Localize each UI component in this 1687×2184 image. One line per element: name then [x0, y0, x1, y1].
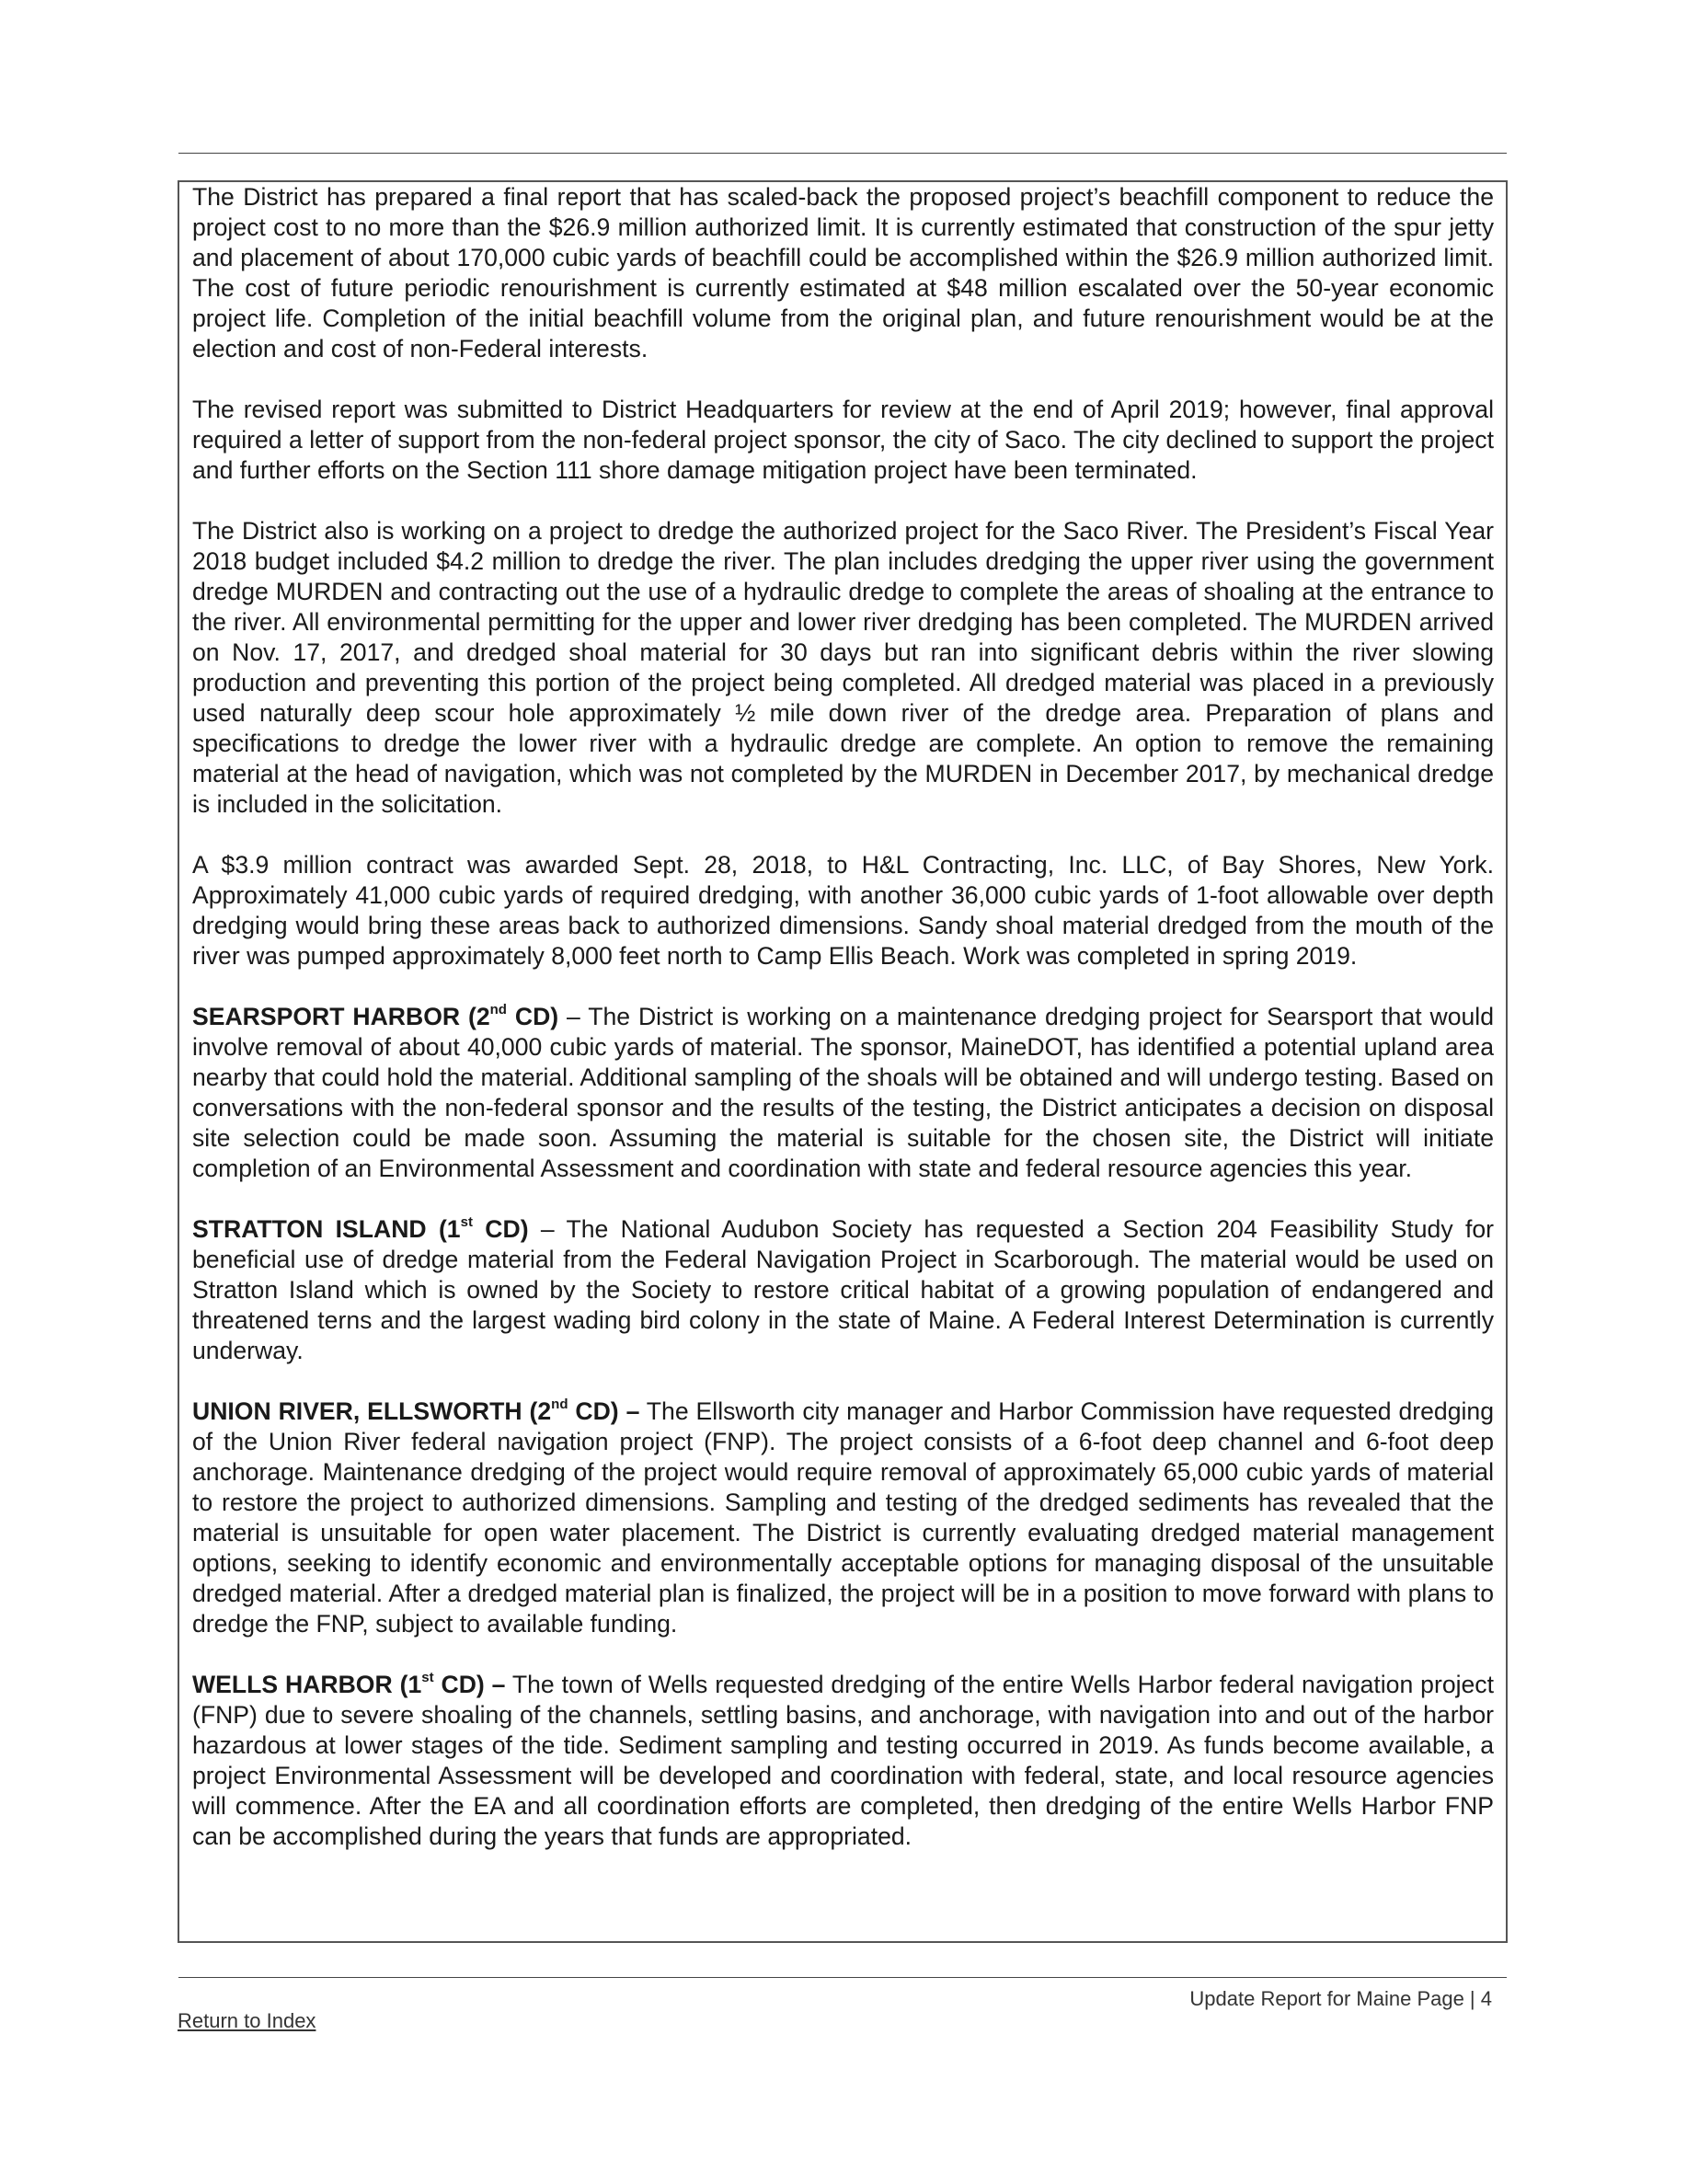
footer-divider — [178, 1977, 1507, 1978]
header-divider — [178, 153, 1507, 154]
section-heading: UNION RIVER, ELLSWORTH (2nd CD) – — [192, 1397, 640, 1425]
page-number-label: Update Report for Maine Page | 4 — [1189, 1987, 1492, 2010]
return-to-index-link[interactable]: Return to Index — [178, 2009, 316, 2032]
section-body: The Ellsworth city manager and Harbor Commission have requested dredging of the Union River federal navigation project (FNP). The project consists of a 6-foot deep channel and 6-foot deep anchorage. Maintenance dredging of the project would require removal of approximately 65,000 cubic yards of material to restore the project to authorized dimensions. Sampling and testing of the dredged sediments has revealed that the material is unsuitable for open water placement. The District is currently evaluating dredged material management options, seeking to identify economic and environmentally acceptable options for managing disposal of the unsuitable dredged material. After a dredged material plan is finalized, the project will be in a position to move forward with plans to dredge the FNP, subject to available funding. — [192, 1397, 1494, 1638]
section-heading: WELLS HARBOR (1st CD) – — [192, 1670, 506, 1698]
section-body: – The National Audubon Society has requested a Section 204 Feasibility Study for beneficial use of dredge material from the Federal Navigation Project in Scarborough. The material would be used on Stratton Island which is owned by the Society to restore critical habitat of a growing population of endangered and threatened terns and the largest wading bird colony in the state of Maine. A Federal Interest Determination is currently underway. — [192, 1215, 1494, 1364]
paragraph-revised-report: The revised report was submitted to District Headquarters for review at the end of April 2019; however, final approval required a letter of support from the non-federal project sponsor, the city of Saco. The city declined to support the project and further efforts on the Section 111 shore damage mitigation project have been terminated. — [192, 396, 1494, 484]
paragraph-saco-river-dredge: The District also is working on a project to dredge the authorized project for the Saco River. The President’s Fiscal Year 2018 budget included $4.2 million to dredge the river. The plan includes dredging the upper river using the government dredge MURDEN and contracting out the use of a hydraulic dredge to complete the areas of shoaling at the entrance to the river. All environmental permitting for the upper and lower river dredging has been completed. The MURDEN arrived on Nov. 17, 2017, and dredged shoal material for 30 days but ran into significant debris within the river slowing production and preventing this portion of the project being completed. All dredged material was placed in a previously used naturally deep scour hole approximately ½ mile down river of the dredge area. Preparation of plans and specifications to dredge the lower river with a hydraulic dredge are complete. An option to remove the remaining material at the head of navigation, which was not completed by the MURDEN in December 2017, by mechanical dredge is included in the solicitation. — [192, 517, 1494, 818]
section-stratton-island — [192, 1214, 1494, 1366]
section-body: The town of Wells requested dredging of the entire Wells Harbor federal navigation project (FNP) due to severe shoaling of the channels, settling basins, and anchorage, with navigation into and out of the harbor hazardous at lower stages of the tide. Sediment sampling and testing occurred in 2019. As funds become available, a project Environmental Assessment will be developed and coordination with federal, state, and local resource agencies will commence. After the EA and all coordination efforts are completed, then dredging of the entire Wells Harbor FNP can be accomplished during the years that funds are appropriated. — [192, 1671, 1494, 1850]
section-searsport-harbor — [192, 1002, 1494, 1184]
paragraph-contract-award: A $3.9 million contract was awarded Sept. 28, 2018, to H&L Contracting, Inc. LLC, of Bay Shores, New York. Approximately 41,000 cubic yards of required dredging, with another 36,000 cubic yards of 1-foot allowable over depth dredging would bring these areas back to authorized dimensions. Sandy shoal material dredged from the mouth of the river was pumped approximately 8,000 feet north to Camp Ellis Beach. Work was completed in spring 2019. — [192, 851, 1494, 970]
section-heading: STRATTON ISLAND (1st CD) — [192, 1214, 529, 1243]
paragraph-beachfill-report: The District has prepared a final report that has scaled-back the proposed project’s beachfill component to reduce the project cost to no more than the $26.9 million authorized limit. It is currently estimated that construction of the spur jetty and placement of about 170,000 cubic yards of beachfill could be accomplished within the $26.9 million authorized limit. The cost of future periodic renourishment is currently estimated at $48 million escalated over the 50-year economic project life. Completion of the initial beachfill volume from the original plan, and future renourishment would be at the election and cost of non-Federal interests. — [192, 183, 1494, 362]
section-union-river — [192, 1397, 1494, 1639]
section-wells-harbor — [192, 1670, 1494, 1852]
section-body: – The District is working on a maintenance dredging project for Searsport that would involve removal of about 40,000 cubic yards of material. The sponsor, MaineDOT, has identified a potential upland area nearby that could hold the material. Additional sampling of the shoals will be obtained and will undergo testing. Based on conversations with the non-federal sponsor and the results of the testing, the District anticipates a decision on disposal site selection could be made soon. Assuming the material is suitable for the chosen site, the District will initiate completion of an Environmental Assessment and coordination with state and federal resource agencies this year. — [192, 1003, 1495, 1182]
report-content-box — [178, 180, 1508, 1943]
section-heading: SEARSPORT HARBOR (2nd CD) — [192, 1002, 559, 1030]
